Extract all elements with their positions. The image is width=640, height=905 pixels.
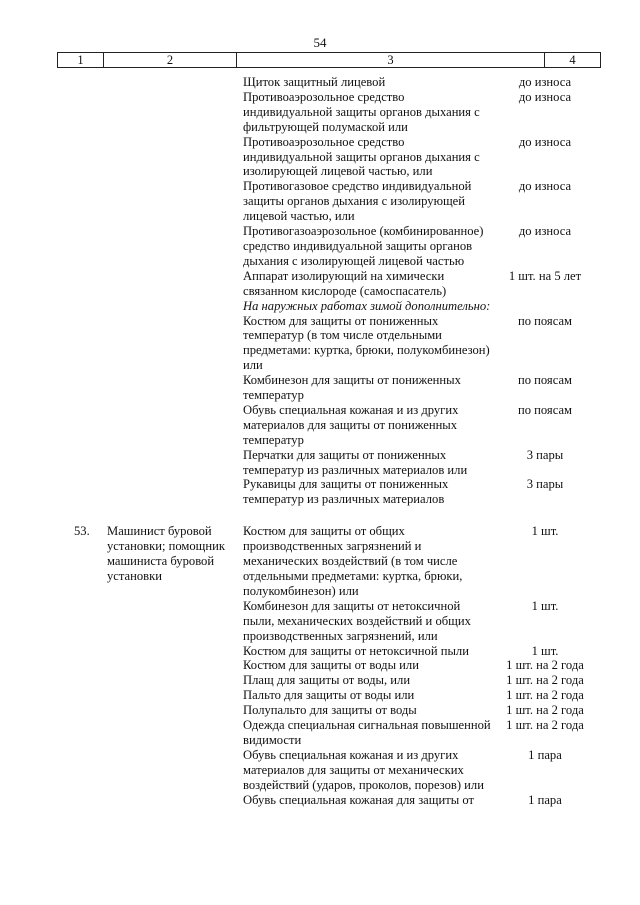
header-col-3: 3 <box>237 53 545 67</box>
header-col-4: 4 <box>569 53 576 67</box>
issue-norm: по поясам <box>517 373 573 388</box>
issue-norm: 3 пары <box>526 477 564 492</box>
issue-norm: 1 шт. на 5 лет <box>508 268 582 283</box>
ppe-item: Обувь специальная кожаная для защиты от <box>243 792 474 807</box>
ppe-item: Костюм для защиты от нетоксичной пыли <box>243 643 469 658</box>
issue-norm: до износа <box>518 89 572 104</box>
ppe-item: Пальто для защиты от воды или <box>243 688 415 703</box>
issue-norm: 1 шт. <box>531 524 559 539</box>
table-row <box>0 703 640 718</box>
table-row <box>0 269 640 299</box>
issue-norm: 1 шт. на 2 года <box>506 673 584 688</box>
header-col-1: 1 <box>58 53 104 67</box>
table-body <box>0 75 640 808</box>
ppe-item: Противогазоаэрозольное (комбинированное) средство индивидуальной защиты органов дыхания с изолирующей лицевой частью <box>243 224 484 268</box>
issue-norm: 1 шт. <box>531 598 559 613</box>
ppe-item: Одежда специальная сигнальная повышенной видимости <box>243 718 491 747</box>
page-number: 54 <box>313 35 327 50</box>
ppe-item: Аппарат изолирующий на химически связанном кислороде (самоспасатель) <box>243 268 447 298</box>
table-row <box>0 718 640 748</box>
table-header <box>57 52 601 68</box>
issue-norm: до износа <box>518 179 572 194</box>
profession-name: Машинист буровой установки; помощник машиниста буровой установки <box>107 524 225 583</box>
table-row <box>0 314 640 374</box>
ppe-item: Костюм для защиты от пониженных температур (в том числе отдельными предметами: куртка, брюки, полукомбинезон) или <box>243 313 490 373</box>
table-row <box>0 90 640 135</box>
table-row <box>0 793 640 808</box>
ppe-item: Обувь специальная кожаная и из других материалов для защиты от механических воздействий (ударов, проколов, порезов) или <box>243 747 484 792</box>
header-col-2: 2 <box>104 53 237 67</box>
table-row <box>0 524 640 599</box>
table-row <box>0 224 640 269</box>
row-number: 53. <box>74 524 90 539</box>
table-row <box>0 673 640 688</box>
ppe-item: Комбинезон для защиты от пониженных температур <box>243 373 461 403</box>
ppe-item: Противоаэрозольное средство индивидуальной защиты органов дыхания с фильтрующей полумаской или <box>243 89 480 134</box>
ppe-item: Противогазовое средство индивидуальной защиты органов дыхания с изолирующей лицевой частью, или <box>243 179 472 224</box>
table-row <box>0 75 640 90</box>
ppe-item: Щиток защитный лицевой <box>243 75 386 89</box>
issue-norm: 1 пара <box>528 747 562 762</box>
issue-norm: до износа <box>518 134 572 149</box>
table-row <box>0 403 640 448</box>
table-row <box>0 299 640 314</box>
issue-norm: 1 шт. на 2 года <box>506 718 584 733</box>
issue-norm: 1 шт. на 2 года <box>506 658 584 673</box>
issue-norm: до износа <box>518 224 572 239</box>
issue-norm: 3 пары <box>526 447 564 462</box>
issue-norm: 1 шт. <box>531 643 559 658</box>
ppe-item: Перчатки для защиты от пониженных температур из различных материалов или <box>243 447 468 477</box>
issue-norm: до износа <box>518 75 572 89</box>
table-row <box>0 477 640 507</box>
ppe-item: Плащ для защиты от воды, или <box>243 673 411 688</box>
table-row <box>0 599 640 644</box>
ppe-item: Костюм для защиты от воды или <box>243 658 419 673</box>
issue-norm: 1 шт. на 2 года <box>506 703 584 718</box>
table-row <box>0 373 640 403</box>
ppe-item: Противоаэрозольное средство индивидуальной защиты органов дыхания с изолирующей лицевой частью, или <box>243 134 480 179</box>
issue-norm: по поясам <box>517 313 573 328</box>
ppe-item: Обувь специальная кожаная и из других материалов для защиты от пониженных температур <box>243 402 459 447</box>
table-row <box>0 658 640 673</box>
issue-norm: по поясам <box>517 402 573 417</box>
issue-norm: 1 пара <box>528 792 562 807</box>
table-row <box>0 179 640 224</box>
table-row <box>0 448 640 478</box>
table-row <box>0 644 640 659</box>
table-row <box>0 135 640 180</box>
ppe-item: На наружных работах зимой дополнительно: <box>243 298 491 313</box>
ppe-item: Рукавицы для защиты от пониженных температур из различных материалов <box>243 477 449 507</box>
ppe-item: Комбинезон для защиты от нетоксичной пыли, механических воздействий и общих производственных загрязнений, или <box>243 598 471 643</box>
ppe-item: Костюм для защиты от общих производственных загрязнений и механических воздействий (в том числе отдельными предметами: куртка, брюки, полукомбинезон) или <box>243 524 463 598</box>
ppe-item: Полупальто для защиты от воды <box>243 703 417 718</box>
table-row <box>0 688 640 703</box>
table-row <box>0 748 640 793</box>
issue-norm: 1 шт. на 2 года <box>506 688 584 703</box>
